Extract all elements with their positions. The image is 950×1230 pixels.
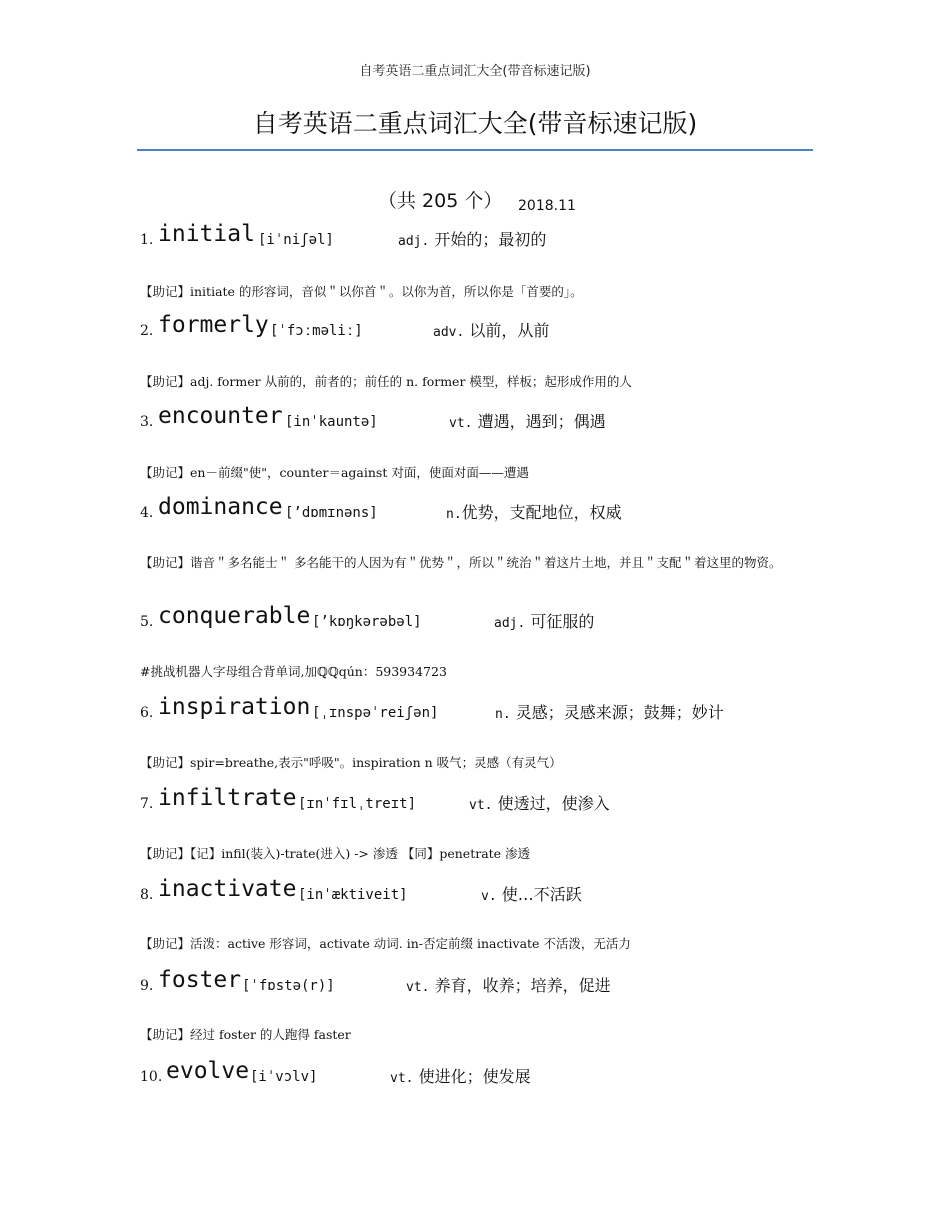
meaning: 使进化；使发展	[418, 1067, 531, 1086]
entry-number: 5.	[140, 614, 154, 630]
phonetic: [inˈkauntə]	[285, 414, 378, 430]
part-of-speech: vt.	[406, 980, 430, 995]
meaning: 灵感；灵感来源；鼓舞；妙计	[515, 703, 724, 722]
vocab-word: inactivate	[158, 876, 297, 902]
vocab-word: inspiration	[158, 694, 311, 720]
word-count-label: （共 205 个）	[378, 190, 503, 212]
phonetic: [iˈniʃəl]	[258, 232, 334, 248]
meaning: 使…不活跃	[501, 885, 582, 904]
phonetic: [ɪnˈfɪlˌtreɪt]	[298, 796, 417, 812]
part-of-speech: adj.	[398, 234, 430, 249]
mnemonic-note: 【助记】initiate 的形容词，音似＂以你首＂。以你为首，所以你是「首要的」。	[140, 284, 583, 299]
entry-number: 3.	[140, 414, 154, 430]
definition	[495, 700, 724, 723]
part-of-speech: adj.	[494, 616, 526, 631]
definition	[433, 318, 549, 341]
meaning: 养育，收养；培养，促进	[434, 976, 611, 995]
mnemonic-note: 【助记】en－前缀"使"，counter＝against 对面，使面对面——遭遇	[140, 465, 529, 480]
entry-number: 2.	[140, 323, 154, 339]
entry-number: 6.	[140, 705, 154, 721]
vocab-word: evolve	[166, 1058, 250, 1084]
definition	[390, 1064, 531, 1087]
vocab-word: foster	[158, 967, 242, 993]
mnemonic-note: 【助记】活泼：active 形容词，activate 动词. in-否定前缀 inactivate 不活泼，无活力	[140, 936, 631, 951]
definition	[469, 791, 610, 814]
date-label: 2018.11	[518, 198, 576, 214]
part-of-speech: n.	[495, 707, 511, 722]
phonetic: [ˈfɒstə(r)]	[242, 978, 335, 994]
vocab-word: encounter	[158, 403, 283, 429]
phonetic: [ˌɪnspəˈreiʃən]	[312, 705, 439, 721]
definition	[481, 882, 582, 905]
part-of-speech: v.	[481, 889, 497, 904]
vocab-word: initial	[158, 221, 255, 247]
meaning: 优势，支配地位，权威	[461, 503, 622, 522]
mnemonic-note: 【助记】【记】infil(装入)-trate(进入) -> 渗透 【同】penetrate 渗透	[140, 846, 531, 861]
meaning: 使透过，使渗入	[497, 794, 610, 813]
definition	[494, 609, 594, 632]
mnemonic-note: #挑战机器人字母组合背单词,加ℚℚqún：593934723	[140, 664, 447, 679]
mnemonic-note: 【助记】谐音＂多名能士＂ 多名能干的人因为有＂优势＂，所以＂统治＂着这片土地，并且＂支配＂着这里的物资。	[140, 555, 782, 570]
vocab-word: dominance	[158, 494, 283, 520]
entry-number: 8.	[140, 887, 154, 903]
page-title: 自考英语二重点词汇大全(带音标速记版)	[252, 109, 698, 138]
phonetic: [’dɒmɪnəns]	[285, 505, 378, 521]
part-of-speech: vt.	[469, 798, 493, 813]
mnemonic-note: 【助记】adj. former 从前的，前者的；前任的 n. former 模型，样板；起形成作用的人	[140, 374, 632, 389]
meaning: 可征服的	[530, 612, 595, 631]
phonetic: [ˈfɔːməliː]	[270, 323, 363, 339]
title-divider	[137, 149, 813, 151]
entry-number: 4.	[140, 505, 154, 521]
part-of-speech: vt.	[390, 1071, 414, 1086]
running-header: 自考英语二重点词汇大全(带音标速记版)	[359, 64, 591, 79]
meaning: 以前，从前	[469, 321, 550, 340]
entry-number: 7.	[140, 796, 154, 812]
definition	[406, 973, 611, 996]
phonetic: [iˈvɔlv]	[250, 1069, 318, 1085]
definition	[398, 227, 546, 250]
mnemonic-note: 【助记】spir=breathe,表示"呼吸"。inspiration n 吸气；灵感（有灵气）	[140, 755, 562, 770]
vocab-word: infiltrate	[158, 785, 297, 811]
meaning: 开始的；最初的	[434, 230, 547, 249]
mnemonic-note: 【助记】经过 foster 的人跑得 faster	[140, 1027, 351, 1042]
part-of-speech: n.	[446, 507, 462, 522]
meaning: 遭遇，遇到；偶遇	[477, 412, 606, 431]
phonetic: [’kɒŋkərəbəl]	[312, 614, 422, 630]
entry-number: 1.	[140, 232, 154, 248]
definition	[446, 500, 622, 523]
definition	[449, 409, 606, 432]
entry-number: 10.	[140, 1069, 163, 1085]
vocab-word: conquerable	[158, 603, 311, 629]
part-of-speech: adv.	[433, 325, 465, 340]
entry-number: 9.	[140, 978, 154, 994]
part-of-speech: vt.	[449, 416, 473, 431]
vocab-word: formerly	[158, 312, 269, 338]
phonetic: [inˈæktiveit]	[298, 887, 408, 903]
